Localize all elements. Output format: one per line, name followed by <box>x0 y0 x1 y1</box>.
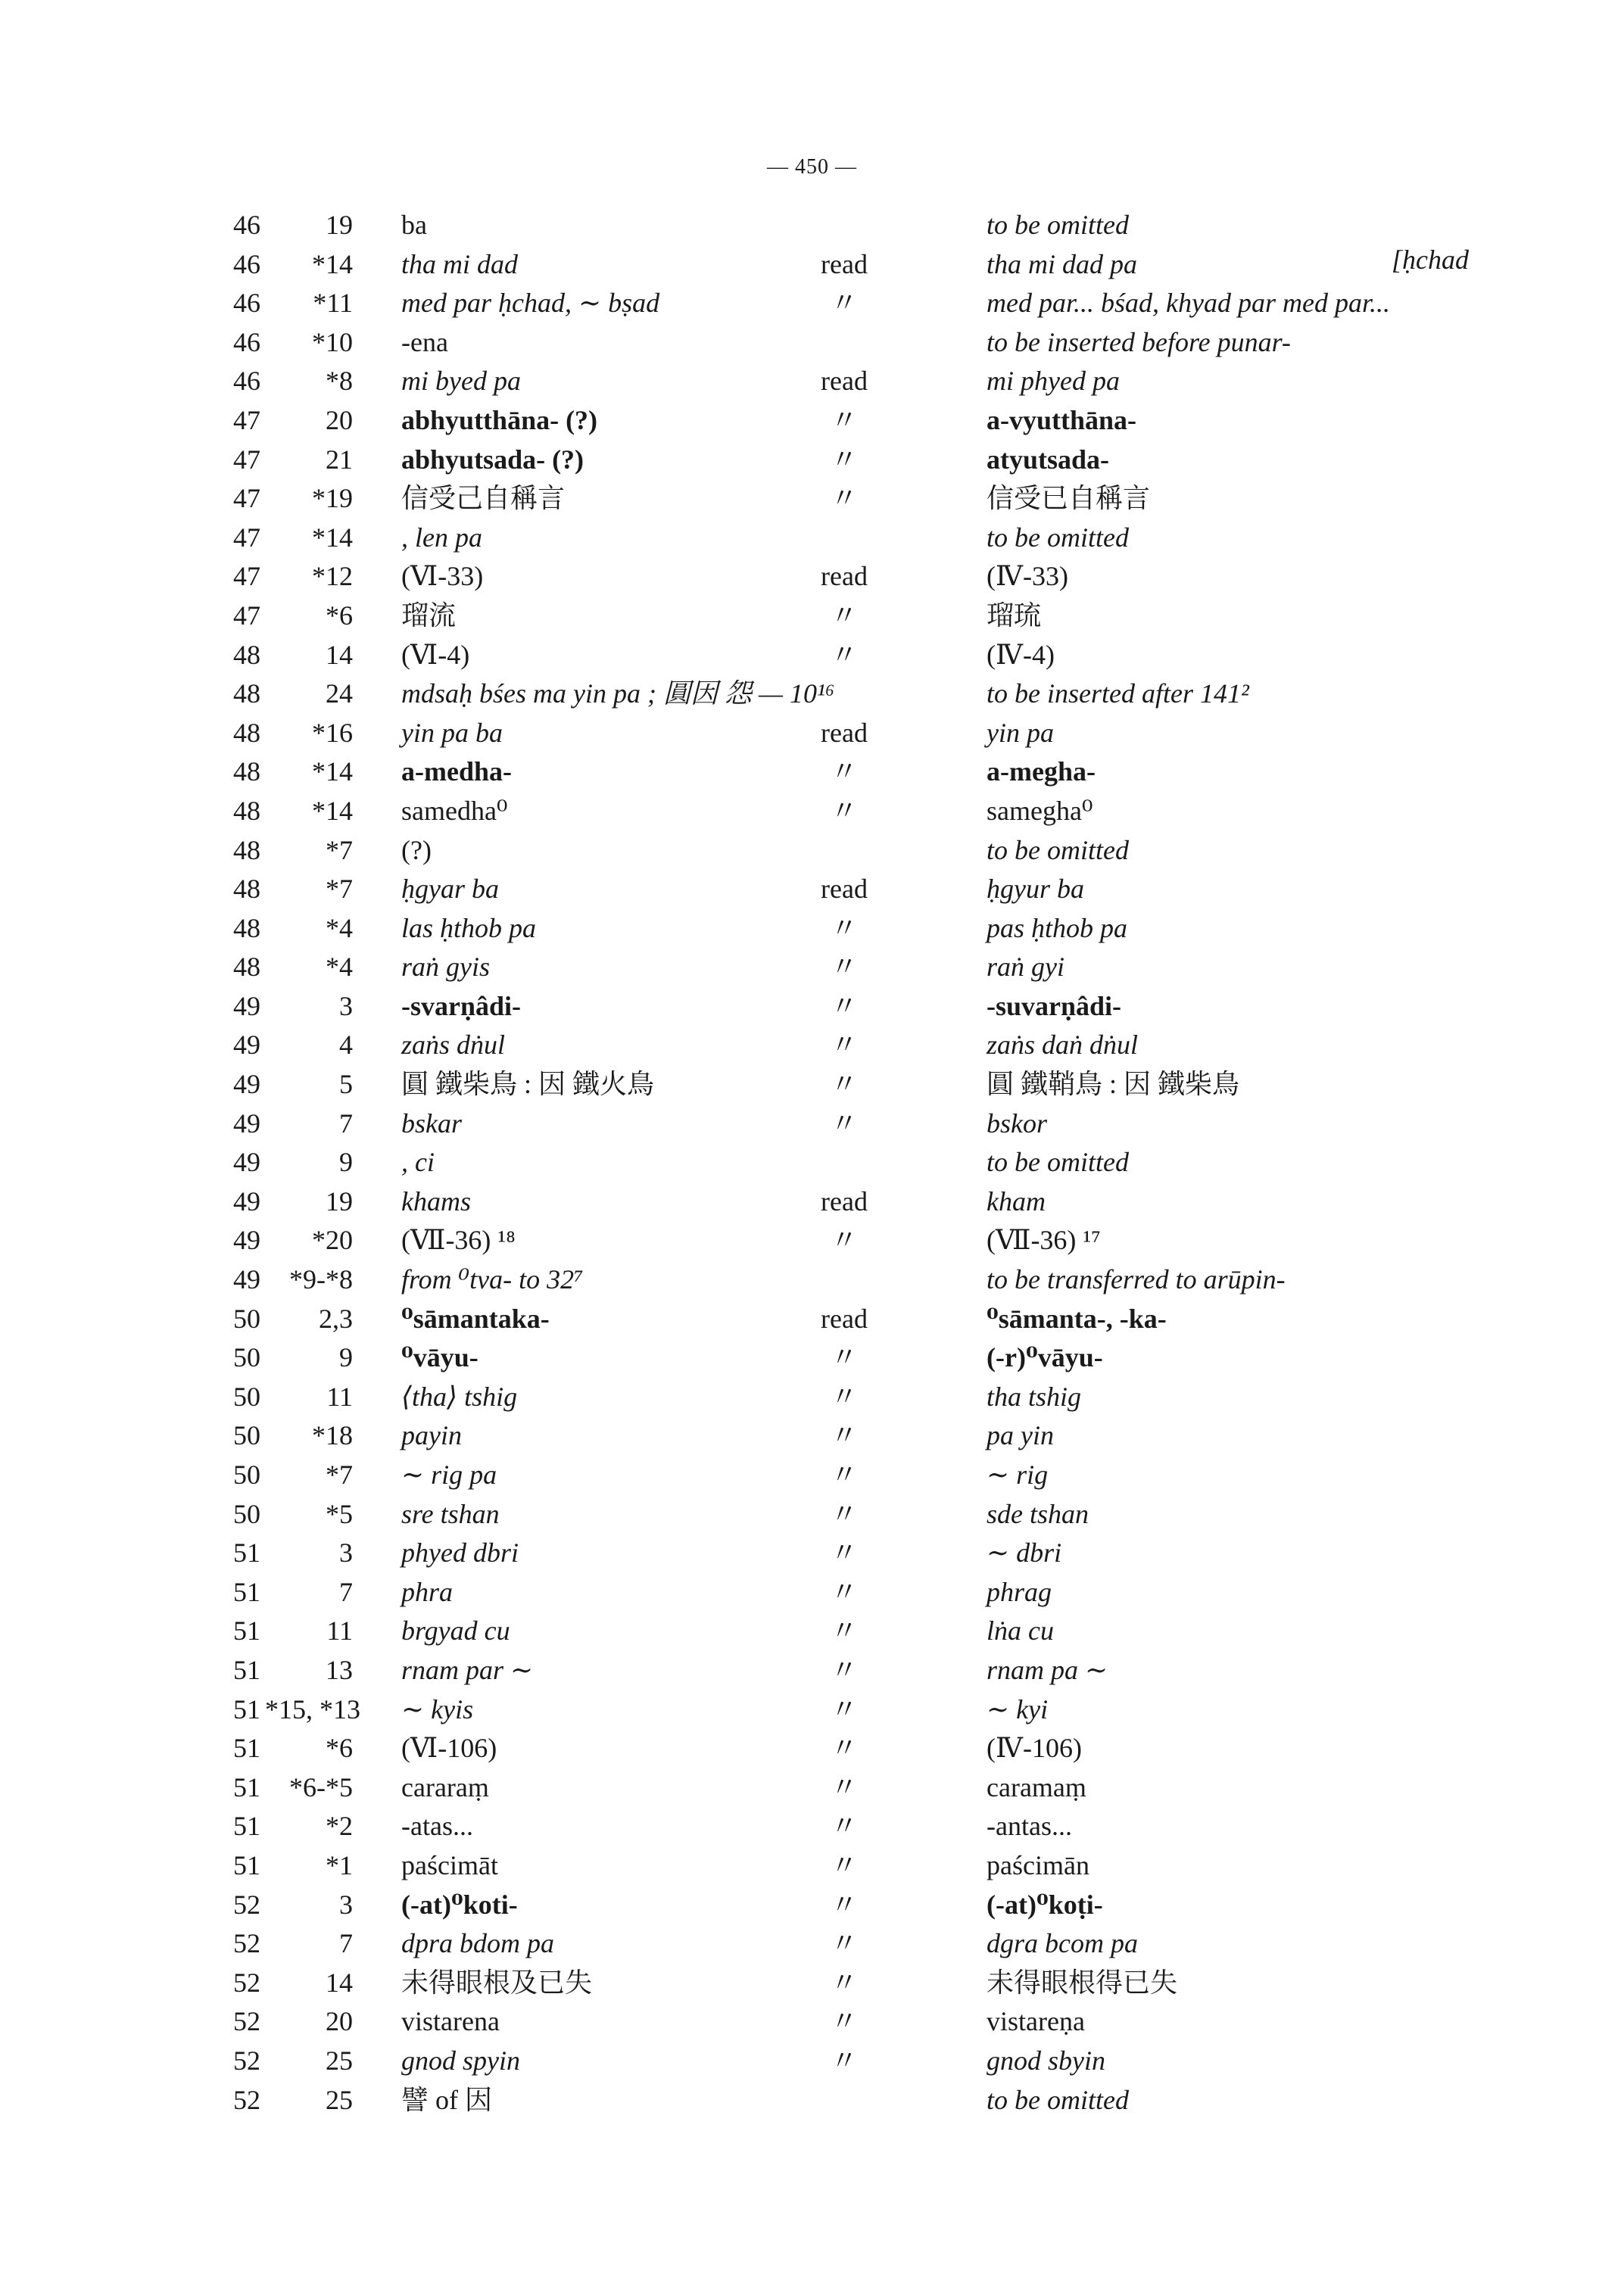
line-ref: 9 <box>339 1342 353 1373</box>
errata-row <box>0 714 1624 753</box>
correction-mark: 〃 <box>830 952 858 983</box>
page-ref: 50 <box>233 1342 260 1373</box>
correction-mark: 〃 <box>830 1420 858 1451</box>
erroneous-text: vistarena <box>401 2006 500 2037</box>
line-ref: 7 <box>339 1928 353 1959</box>
erroneous-text: mi byed pa <box>401 366 521 397</box>
erroneous-text: , len pa <box>401 522 482 553</box>
erroneous-text: (Ⅵ-106) <box>401 1733 497 1764</box>
line-ref: 3 <box>339 1889 353 1920</box>
corrected-text: atyutsada- <box>987 444 1110 475</box>
corrected-text: a-vyutthāna- <box>987 404 1137 435</box>
errata-row <box>0 1651 1624 1690</box>
line-ref: *15, *13 <box>265 1693 360 1724</box>
correction-mark: 〃 <box>830 912 858 943</box>
page-ref: 48 <box>233 874 260 905</box>
line-ref: *8 <box>326 366 353 397</box>
page-number: — 450 — <box>767 155 857 179</box>
line-ref: *14 <box>312 795 353 826</box>
line-ref: *6-*5 <box>289 1771 353 1802</box>
line-ref: *18 <box>312 1420 353 1451</box>
line-ref: *7 <box>326 834 353 865</box>
page-ref: 49 <box>233 1030 260 1061</box>
errata-row <box>0 401 1624 441</box>
correction-mark: 〃 <box>830 639 858 670</box>
page-ref: 49 <box>233 1225 260 1256</box>
corrected-text: zaṅs daṅ dṅul <box>987 1030 1139 1061</box>
page-ref: 49 <box>233 990 260 1021</box>
line-ref: *14 <box>312 756 353 787</box>
corrected-text: to be omitted <box>987 834 1129 865</box>
correction-mark: 〃 <box>830 2006 858 2037</box>
errata-row <box>0 987 1624 1027</box>
correction-mark: read <box>821 561 868 592</box>
errata-row <box>0 1338 1624 1378</box>
errata-row <box>0 597 1624 636</box>
correction-mark: 〃 <box>830 1030 858 1061</box>
line-ref: 14 <box>326 1967 353 1998</box>
corrected-text: a-megha- <box>987 756 1096 787</box>
line-ref: 4 <box>339 1030 353 1061</box>
errata-row <box>0 752 1624 792</box>
page-ref: 50 <box>233 1303 260 1334</box>
erroneous-text: 信受己自稱言 <box>401 483 566 514</box>
line-ref: 3 <box>339 1537 353 1569</box>
corrected-text: kham <box>987 1185 1046 1217</box>
erroneous-text: las ḥthob pa <box>401 912 537 943</box>
errata-row <box>0 1416 1624 1456</box>
line-ref: *14 <box>312 522 353 553</box>
page-ref: 50 <box>233 1498 260 1529</box>
line-ref: 21 <box>326 444 353 475</box>
line-ref: *11 <box>313 288 353 319</box>
corrected-text: sde tshan <box>987 1498 1089 1529</box>
correction-mark: read <box>821 717 868 748</box>
erroneous-text: 圓 鐵柴鳥 : 因 鐵火鳥 <box>401 1069 655 1100</box>
page-ref: 51 <box>233 1849 260 1880</box>
erroneous-text: dpra bdom pa <box>401 1928 555 1959</box>
errata-row <box>0 1964 1624 2003</box>
corrected-text: to be transferred to arūpin- <box>987 1264 1286 1295</box>
correction-mark: 〃 <box>830 1615 858 1647</box>
page-ref: 51 <box>233 1733 260 1764</box>
line-ref: 14 <box>326 639 353 670</box>
corrected-text: ∼ kyi <box>987 1693 1049 1724</box>
line-ref: 5 <box>339 1069 353 1100</box>
page-ref: 47 <box>233 522 260 553</box>
page-ref: 49 <box>233 1264 260 1295</box>
line-ref: 20 <box>326 2006 353 2037</box>
erroneous-text: -atas... <box>401 1811 473 1842</box>
page-ref: 49 <box>233 1147 260 1178</box>
errata-row <box>0 636 1624 675</box>
erroneous-text: raṅ gyis <box>401 952 490 983</box>
errata-row <box>0 1182 1624 1222</box>
errata-row <box>0 1924 1624 1964</box>
correction-mark: 〃 <box>830 1108 858 1139</box>
correction-mark: 〃 <box>830 795 858 826</box>
page-ref: 52 <box>233 1928 260 1959</box>
correction-mark: 〃 <box>830 1498 858 1529</box>
page-ref: 47 <box>233 600 260 631</box>
corrected-text: rnam pa ∼ <box>987 1654 1108 1685</box>
corrected-text: vistareṇa <box>987 2006 1085 2037</box>
errata-row <box>0 1143 1624 1182</box>
line-ref: *5 <box>326 1498 353 1529</box>
errata-row <box>0 362 1624 401</box>
line-ref: *4 <box>326 952 353 983</box>
corrected-text: paścimān <box>987 1849 1089 1880</box>
errata-row <box>0 909 1624 949</box>
corrected-text: raṅ gyi <box>987 952 1064 983</box>
line-ref: *9-*8 <box>289 1264 353 1295</box>
corrected-text: samegha⁰ <box>987 795 1093 826</box>
line-ref: 25 <box>326 2084 353 2115</box>
erroneous-text: ⁰sāmantaka- <box>401 1303 550 1334</box>
correction-mark: 〃 <box>830 1967 858 1998</box>
page-ref: 46 <box>233 210 260 240</box>
corrected-text: to be omitted <box>987 210 1129 240</box>
correction-mark: 〃 <box>830 1733 858 1764</box>
errata-row <box>0 519 1624 558</box>
errata-row <box>0 2081 1624 2120</box>
erroneous-text: phyed dbri <box>401 1537 519 1569</box>
page-ref: 48 <box>233 912 260 943</box>
erroneous-text: ∼ kyis <box>401 1693 474 1724</box>
correction-mark: 〃 <box>830 1381 858 1412</box>
errata-row <box>0 245 1624 285</box>
errata-row <box>0 1065 1624 1104</box>
correction-mark: 〃 <box>830 2045 858 2076</box>
errata-row <box>0 2042 1624 2081</box>
line-ref: *10 <box>312 326 353 357</box>
erroneous-text: khams <box>401 1185 471 1217</box>
errata-row <box>0 441 1624 480</box>
page-ref: 52 <box>233 2006 260 2037</box>
erroneous-text: 未得眼根及已失 <box>401 1967 593 1998</box>
erroneous-text: rnam par ∼ <box>401 1654 534 1685</box>
line-ref: 7 <box>339 1108 353 1139</box>
correction-mark: 〃 <box>830 1771 858 1802</box>
errata-row <box>0 206 1624 245</box>
page-ref: 52 <box>233 1889 260 1920</box>
correction-mark: 〃 <box>830 1460 858 1490</box>
errata-row <box>0 1300 1624 1339</box>
errata-row <box>0 870 1624 909</box>
erroneous-text: tha mi dad <box>401 248 519 279</box>
erroneous-text: ba <box>401 210 427 240</box>
corrected-text: (Ⅳ-4) <box>987 639 1055 670</box>
line-ref: 3 <box>339 990 353 1021</box>
corrected-text: med par... bśad, khyad par med par... <box>987 288 1390 319</box>
erroneous-text: (-at)⁰koti- <box>401 1889 518 1920</box>
erroneous-text: (Ⅵ-4) <box>401 639 470 670</box>
page-ref: 46 <box>233 288 260 319</box>
errata-row <box>0 1690 1624 1730</box>
corrected-text: -antas... <box>987 1811 1072 1842</box>
page-ref: 48 <box>233 639 260 670</box>
errata-row <box>0 1104 1624 1144</box>
errata-row <box>0 479 1624 519</box>
page-ref: 51 <box>233 1576 260 1607</box>
corrected-text: bskor <box>987 1108 1047 1139</box>
corrected-text: (Ⅳ-106) <box>987 1733 1082 1764</box>
errata-row <box>0 1221 1624 1260</box>
errata-row <box>0 1495 1624 1534</box>
erroneous-text: abhyutthāna- (?) <box>401 404 598 435</box>
erroneous-text: ḥgyar ba <box>401 874 499 905</box>
erroneous-text: ∼ rig pa <box>401 1460 497 1490</box>
erroneous-text: (?) <box>401 834 432 865</box>
erroneous-text: (Ⅶ-36) ¹⁸ <box>401 1225 516 1256</box>
corrected-text: 瑠琉 <box>987 600 1042 631</box>
erroneous-text: gnod spyin <box>401 2045 520 2076</box>
erroneous-text: phra <box>401 1576 454 1607</box>
page-ref: 46 <box>233 326 260 357</box>
erroneous-text: sre tshan <box>401 1498 500 1529</box>
corrected-text: (-at)⁰koṭi- <box>987 1889 1103 1920</box>
corrected-text: to be inserted after 141² <box>987 678 1249 709</box>
errata-row <box>0 1534 1624 1573</box>
correction-mark: 〃 <box>830 1811 858 1842</box>
line-ref: *6 <box>326 600 353 631</box>
errata-row <box>0 2002 1624 2042</box>
page-ref: 48 <box>233 756 260 787</box>
page-ref: 47 <box>233 404 260 435</box>
erroneous-text: a-medha- <box>401 756 512 787</box>
line-ref: 24 <box>326 678 353 709</box>
correction-mark: 〃 <box>830 1225 858 1256</box>
erroneous-text: -svarṇâdi- <box>401 990 522 1021</box>
line-ref: *20 <box>312 1225 353 1256</box>
erroneous-text: 瑠流 <box>401 600 457 631</box>
page-ref: 49 <box>233 1069 260 1100</box>
errata-row <box>0 1378 1624 1417</box>
erroneous-text: yin pa ba <box>401 717 503 748</box>
corrected-text: lṅa cu <box>987 1615 1054 1647</box>
corrected-text: 圓 鐵鞘鳥 : 因 鐵柴鳥 <box>987 1069 1240 1100</box>
errata-row <box>0 1456 1624 1495</box>
correction-mark: 〃 <box>830 444 858 475</box>
corrected-text: mi phyed pa <box>987 366 1120 397</box>
page-ref: 48 <box>233 678 260 709</box>
corrected-text: yin pa <box>987 717 1054 748</box>
corrected-text: phrag <box>987 1576 1052 1607</box>
erroneous-text: zaṅs dṅul <box>401 1030 506 1061</box>
correction-mark: 〃 <box>830 1537 858 1569</box>
corrected-text: pas ḥthob pa <box>987 912 1128 943</box>
erroneous-text: (Ⅵ-33) <box>401 561 484 592</box>
line-ref: *2 <box>326 1811 353 1842</box>
line-ref: 11 <box>326 1615 353 1647</box>
page-ref: 50 <box>233 1381 260 1412</box>
erroneous-text: , ci <box>401 1147 435 1178</box>
correction-mark: 〃 <box>830 288 858 319</box>
correction-mark: 〃 <box>830 1928 858 1959</box>
corrected-text: (Ⅶ-36) ¹⁷ <box>987 1225 1101 1256</box>
correction-mark: 〃 <box>830 1069 858 1100</box>
page-ref: 48 <box>233 795 260 826</box>
erroneous-text: abhyutsada- (?) <box>401 444 584 475</box>
page-ref: 51 <box>233 1537 260 1569</box>
erroneous-text: ⟨tha⟩ tshig <box>401 1381 518 1412</box>
page-ref: 51 <box>233 1654 260 1685</box>
erroneous-text: brgyad cu <box>401 1615 510 1647</box>
line-ref: *16 <box>312 717 353 748</box>
page-ref: 49 <box>233 1108 260 1139</box>
correction-mark: 〃 <box>830 404 858 435</box>
page-ref: 48 <box>233 717 260 748</box>
page-ref: 52 <box>233 1967 260 1998</box>
erroneous-text: med par ḥchad, ∼ bṣad <box>401 288 660 319</box>
page-ref: 51 <box>233 1615 260 1647</box>
errata-row <box>0 831 1624 871</box>
line-ref: 25 <box>326 2045 353 2076</box>
errata-row <box>0 1573 1624 1612</box>
page-ref: 46 <box>233 248 260 279</box>
corrected-text: 未得眼根得已失 <box>987 1967 1178 1998</box>
page-ref: 47 <box>233 483 260 514</box>
page-ref: 48 <box>233 834 260 865</box>
correction-mark: 〃 <box>830 990 858 1021</box>
correction-mark: 〃 <box>830 483 858 514</box>
erroneous-text: 譬 of 因 <box>401 2084 492 2115</box>
corrected-text: dgra bcom pa <box>987 1928 1138 1959</box>
errata-row <box>0 284 1624 323</box>
erroneous-text: paścimāt <box>401 1849 498 1880</box>
line-ref: 11 <box>326 1381 353 1412</box>
errata-row <box>0 675 1624 714</box>
line-ref: *1 <box>326 1849 353 1880</box>
correction-mark: 〃 <box>830 1342 858 1373</box>
line-ref: *7 <box>326 1460 353 1490</box>
page-ref: 51 <box>233 1693 260 1724</box>
corrected-text: to be inserted before punar- <box>987 326 1291 357</box>
corrected-text: (Ⅳ-33) <box>987 561 1068 592</box>
page-ref: 49 <box>233 1185 260 1217</box>
errata-table <box>0 206 1624 2120</box>
errata-row <box>0 1768 1624 1808</box>
line-ref: 19 <box>326 210 353 240</box>
line-ref: 2,3 <box>319 1303 353 1334</box>
corrected-text: ⁰sāmanta-, -ka- <box>987 1303 1167 1334</box>
erroneous-text: samedha⁰ <box>401 795 508 826</box>
line-ref: *12 <box>312 561 353 592</box>
corrected-text: caramaṃ <box>987 1771 1086 1802</box>
page-ref: 51 <box>233 1771 260 1802</box>
corrected-text: (-r)⁰vāyu- <box>987 1342 1103 1373</box>
corrected-text: tha tshig <box>987 1381 1082 1412</box>
errata-row <box>0 323 1624 363</box>
line-ref: *4 <box>326 912 353 943</box>
line-ref: *19 <box>312 483 353 514</box>
margin-note: [ḥchad <box>1392 245 1469 275</box>
correction-mark: 〃 <box>830 1693 858 1724</box>
page-ref: 52 <box>233 2084 260 2115</box>
page-ref: 46 <box>233 366 260 397</box>
erroneous-text: -ena <box>401 326 448 357</box>
correction-mark: 〃 <box>830 1576 858 1607</box>
corrected-text: pa yin <box>987 1420 1054 1451</box>
erroneous-text: mdsaḥ bśes ma yin pa ; 圓因 怨 — 10¹⁶ <box>401 678 835 709</box>
erroneous-text: from ⁰tva- to 32⁷ <box>401 1264 584 1295</box>
correction-mark: read <box>821 1303 868 1334</box>
errata-row <box>0 1886 1624 1925</box>
correction-mark: 〃 <box>830 756 858 787</box>
corrected-text: tha mi dad pa <box>987 248 1138 279</box>
errata-row <box>0 1026 1624 1065</box>
page-ref: 51 <box>233 1811 260 1842</box>
correction-mark: read <box>821 874 868 905</box>
correction-mark: 〃 <box>830 1889 858 1920</box>
correction-mark: 〃 <box>830 600 858 631</box>
correction-mark: 〃 <box>830 1654 858 1685</box>
page-ref: 52 <box>233 2045 260 2076</box>
errata-row <box>0 557 1624 597</box>
corrected-text: ∼ rig <box>987 1460 1049 1490</box>
page-ref: 50 <box>233 1420 260 1451</box>
line-ref: *6 <box>326 1733 353 1764</box>
line-ref: 13 <box>326 1654 353 1685</box>
erroneous-text: payin <box>401 1420 462 1451</box>
line-ref: 7 <box>339 1576 353 1607</box>
correction-mark: 〃 <box>830 1849 858 1880</box>
corrected-text: -suvarṇâdi- <box>987 990 1122 1021</box>
page-ref: 47 <box>233 444 260 475</box>
line-ref: *7 <box>326 874 353 905</box>
line-ref: 9 <box>339 1147 353 1178</box>
corrected-text: gnod sbyin <box>987 2045 1105 2076</box>
errata-row <box>0 792 1624 831</box>
errata-row <box>0 1807 1624 1846</box>
page-ref: 47 <box>233 561 260 592</box>
line-ref: 19 <box>326 1185 353 1217</box>
erroneous-text: ⁰vāyu- <box>401 1342 478 1373</box>
correction-mark: read <box>821 1185 868 1217</box>
page-ref: 48 <box>233 952 260 983</box>
corrected-text: to be omitted <box>987 522 1129 553</box>
line-ref: *14 <box>312 248 353 279</box>
corrected-text: to be omitted <box>987 1147 1129 1178</box>
corrected-text: ḥgyur ba <box>987 874 1084 905</box>
errata-row <box>0 1846 1624 1886</box>
corrected-text: ∼ dbri <box>987 1537 1062 1569</box>
errata-row <box>0 948 1624 987</box>
corrected-text: to be omitted <box>987 2084 1129 2115</box>
errata-row <box>0 1729 1624 1768</box>
errata-row <box>0 1260 1624 1300</box>
page-ref: 50 <box>233 1460 260 1490</box>
line-ref: 20 <box>326 404 353 435</box>
correction-mark: read <box>821 366 868 397</box>
erroneous-text: cararaṃ <box>401 1771 489 1802</box>
correction-mark: read <box>821 248 868 279</box>
corrected-text: 信受已自稱言 <box>987 483 1151 514</box>
errata-row <box>0 1612 1624 1651</box>
erroneous-text: bskar <box>401 1108 462 1139</box>
